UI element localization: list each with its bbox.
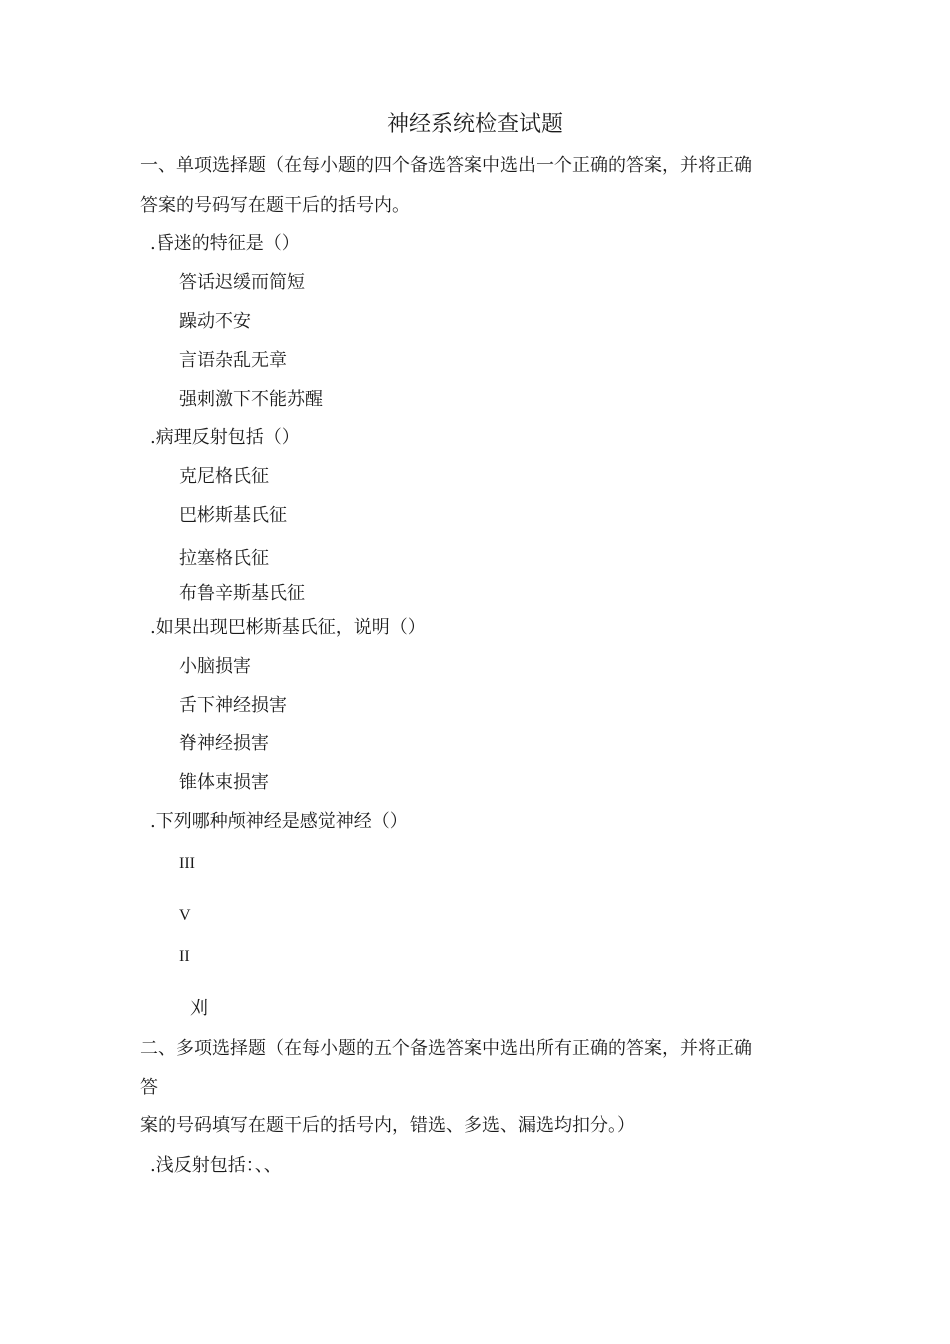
question-4-option-b: V: [179, 907, 191, 924]
question-2-option-d: 布鲁辛斯基氏征: [179, 583, 305, 604]
question-2-option-a: 克尼格氏征: [179, 466, 269, 487]
question-1-option-b: 躁动不安: [179, 311, 251, 332]
question-1-option-d: 强刺激下不能苏醒: [179, 389, 323, 410]
question-4-option-a: III: [179, 855, 195, 872]
question-3-option-a: 小脑损害: [179, 656, 251, 677]
question-2-option-c: 拉塞格氏征: [179, 548, 269, 569]
question-3-option-b: 舌下神经损害: [179, 695, 287, 716]
question-2-option-b: 巴彬斯基氏征: [179, 505, 287, 526]
section1-heading-line2: 答案的号码写在题干后的括号内。: [140, 195, 410, 216]
page-title: 神经系统检查试题: [386, 112, 563, 137]
section2-question-1-stem: .浅反射包括：、、: [150, 1155, 282, 1176]
question-3-option-c: 脊神经损害: [179, 733, 269, 754]
section1-heading-line1: 一、单项选择题（在每小题的四个备选答案中选出一个正确的答案，并将正确: [140, 155, 752, 176]
question-4-option-d: 刈: [190, 998, 208, 1019]
question-3-stem: .如果出现巴彬斯基氏征，说明（）: [150, 617, 426, 638]
question-1-option-a: 答话迟缓而简短: [179, 272, 305, 293]
section2-heading-line2: 答: [140, 1077, 158, 1098]
question-4-option-c: II: [179, 948, 190, 965]
section2-heading-line1: 二、多项选择题（在每小题的五个备选答案中选出所有正确的答案，并将正确: [140, 1038, 752, 1059]
question-4-stem: .下列哪种颅神经是感觉神经（）: [150, 811, 408, 832]
question-1-option-c: 言语杂乱无章: [179, 350, 287, 371]
question-1-stem: .昏迷的特征是（）: [150, 233, 300, 254]
section2-heading-line3: 案的号码填写在题干后的括号内，错选、多选、漏选均扣分。）: [140, 1115, 635, 1136]
question-2-stem: .病理反射包括（）: [150, 427, 300, 448]
question-3-option-d: 锥体束损害: [179, 772, 269, 793]
